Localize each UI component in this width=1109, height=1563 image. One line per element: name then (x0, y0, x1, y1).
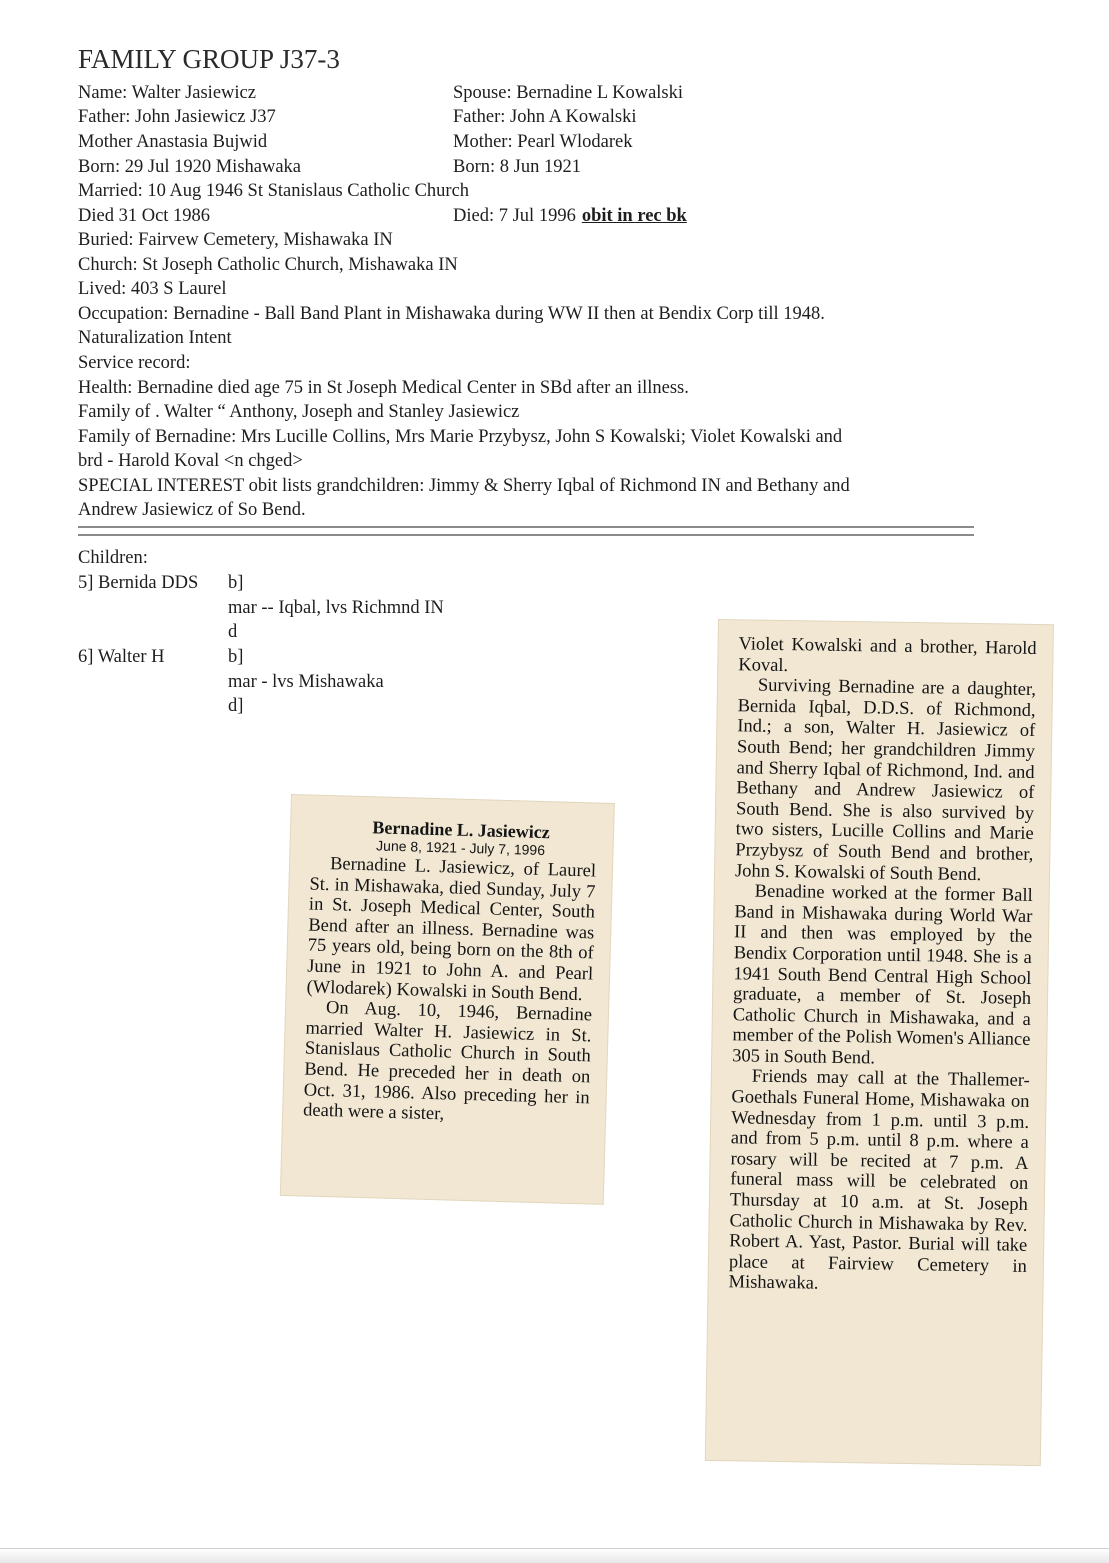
obituary-clipping-2 (706, 620, 1053, 1465)
naturalization-field: Naturalization Intent (78, 328, 232, 348)
occupation-field: Occupation: Bernadine - Ball Band Plant in Mishawaka during WW II then at Bendix Corp till 1948. (78, 304, 825, 324)
mother-field: Mother Anastasia Bujwid (78, 132, 268, 152)
obituary-paragraph: Benadine worked at the former Ball Band in Mishawaka during World War II and then was employed by the Bendix Corporation until 1948. She is a 1941 South Bend Central High School graduate, a member of St. Joseph Catholic Church in Mishawaka, and a member of the Polish Women's Alliance 305 in South Bend. (731, 881, 1033, 1069)
obituary-paragraph: Bernadine L. Jasiewicz, of Laurel St. in Mishawaka, died Sunday, July 7 in St. Joseph Medical Center, South Bend after an illness. Bernadine was 75 years old, being born on the 8th of June in 1921 to John A. and Pearl (Wlodarek) Kowalski in South Bend. (306, 854, 597, 1005)
child-1-born: b] (228, 573, 244, 593)
child-1-died: d (228, 622, 238, 642)
service-record-field: Service record: (78, 353, 191, 373)
name-field: Name: Walter Jasiewicz (78, 83, 256, 103)
obituary-clipping-1 (281, 795, 614, 1204)
family-of-bernadine-field: Family of Bernadine: Mrs Lucille Collins, Mrs Marie Przybysz, John S Kowalski; Violet Kowalski and (78, 427, 843, 447)
children-label: Children: (78, 548, 148, 568)
special-interest-cont: Andrew Jasiewicz of So Bend. (78, 500, 306, 520)
child-2-born: b] (228, 647, 244, 667)
spouse-field: Spouse: Bernadine L Kowalski (453, 83, 684, 103)
section-divider (78, 526, 974, 536)
spouse-father-field: Father: John A Kowalski (453, 107, 637, 127)
obituary-paragraph: Surviving Bernadine are a daughter, Bernida Iqbal, D.D.S. of Richmond, Ind.; a son, Walter H. Jasiewicz of South Bend; her grandchildren Jimmy and Sherry Iqbal of Richmond, Ind. and Bethany and Andrew Jasiewicz of South Bend. She is also survived by two sisters, Lucille Collins and Marie Przybysz of South Bend and brother, John S. Kowalski of South Bend. (734, 675, 1037, 885)
special-interest-field: SPECIAL INTEREST obit lists grandchildren: Jimmy & Sherry Iqbal of Richmond IN and Bethany and (78, 476, 850, 496)
obituary-paragraph: Friends may call at the Thallemer-Goethals Funeral Home, Mishawaka on Wednesday from 1 p.m. until 3 p.m. and from 5 p.m. until 8 p.m. where a rosary will be recited at 7 p.m. A funeral mass will be celebrated on Thursday at 10 a.m. at St. Joseph Catholic Church in Mishawaka by Rev. Robert A. Yast, Pastor. Burial will take place at Fairview Cemetery in Mishawaka. (728, 1067, 1030, 1295)
page-title: FAMILY GROUP J37-3 (78, 44, 340, 74)
obit-reference-link[interactable]: obit in rec bk (581, 206, 687, 226)
died-field: Died 31 Oct 1986 (78, 206, 211, 226)
spouse-mother-field: Mother: Pearl Wlodarek (453, 132, 633, 152)
scan-bottom-edge (0, 1548, 1109, 1563)
born-field: Born: 29 Jul 1920 Mishawaka (78, 157, 302, 177)
health-field: Health: Bernadine died age 75 in St Joseph Medical Center in SBd after an illness. (78, 378, 689, 398)
child-2-married: mar - lvs Mishawaka (228, 672, 384, 692)
obituary-dates: June 8, 1921 - July 7, 1996 (375, 837, 546, 859)
spouse-died-field: Died: 7 Jul 1996 (453, 206, 576, 226)
family-of-walter-field: Family of . Walter “ Anthony, Joseph and Stanley Jasiewicz (78, 402, 520, 422)
buried-field: Buried: Fairvew Cemetery, Mishawaka IN (78, 230, 393, 250)
child-1-married: mar -- Iqbal, lvs Richmnd IN (228, 598, 444, 618)
spouse-died-row (453, 204, 687, 228)
child-1-name: 5] Bernida DDS (78, 573, 199, 593)
child-2-name: 6] Walter H (78, 647, 165, 667)
lived-field: Lived: 403 S Laurel (78, 279, 227, 299)
obituary-heading: Bernadine L. Jasiewicz (372, 817, 551, 843)
married-field: Married: 10 Aug 1946 St Stanislaus Catholic Church (78, 181, 470, 201)
child-2-died: d] (228, 696, 244, 716)
obituary-paragraph: On Aug. 10, 1946, Bernadine married Walter H. Jasiewicz in St. Stanislaus Catholic Church in South Bend. He preceded her in death on Oct. 31, 1986. Also preceding her in death were a sister, (302, 998, 593, 1125)
family-of-bernadine-cont: brd - Harold Koval <n chged> (78, 451, 303, 471)
spouse-born-field: Born: 8 Jun 1921 (453, 157, 581, 177)
church-field: Church: St Joseph Catholic Church, Mishawaka IN (78, 255, 458, 275)
father-field: Father: John Jasiewicz J37 (78, 107, 276, 127)
obituary-paragraph: Violet Kowalski and a brother, Harold Koval. (738, 634, 1037, 676)
